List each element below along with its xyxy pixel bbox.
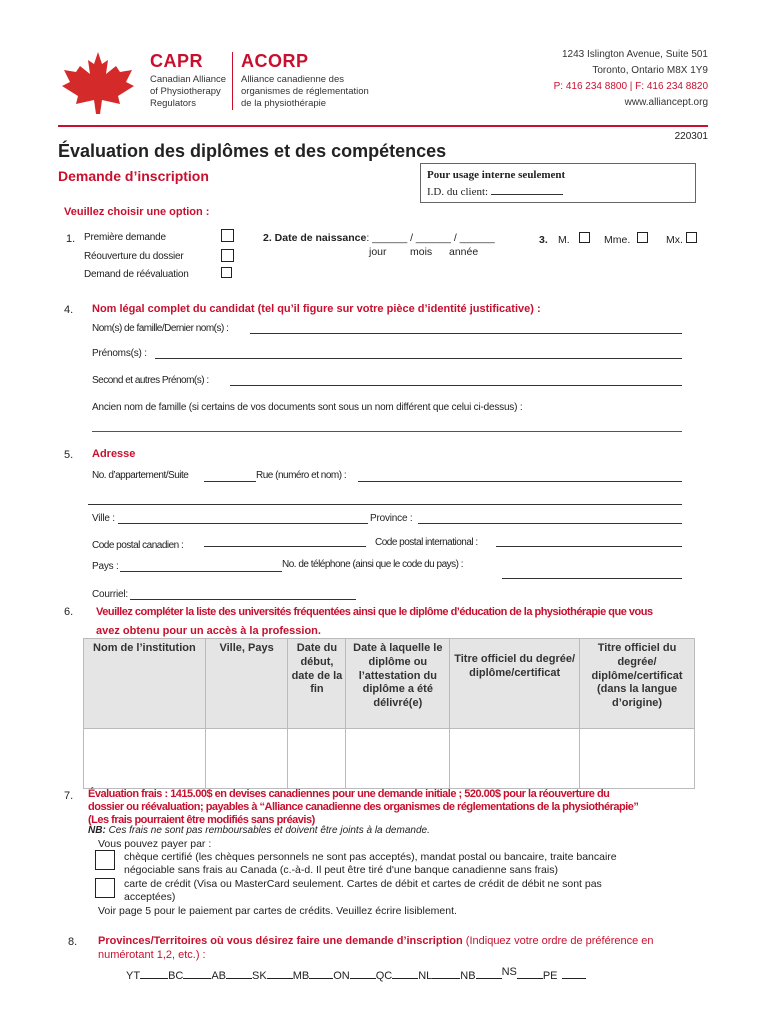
internal-use-title: Pour usage interne seulement	[427, 169, 566, 181]
s7-pay-label: Vous pouvez payer par :	[98, 838, 212, 850]
choose-option-label: Veuillez choisir une option :	[64, 206, 210, 218]
cell-dates[interactable]	[288, 729, 346, 789]
province-yt: YT	[126, 970, 168, 982]
s6-title-line-1: Veuillez compléter la liste des universités fréquentées ainsi que le diplôme d’éducation de la physiothérapie que vous	[96, 606, 653, 618]
s8-title: Provinces/Territoires où vous désirez faire une demande d’inscription (Indiquez votre ordre de préférence en	[98, 935, 654, 947]
cell-city-country[interactable]	[205, 729, 288, 789]
table-header-row	[84, 639, 695, 729]
second-name-field[interactable]	[230, 385, 682, 386]
given-name-field[interactable]	[155, 358, 682, 359]
s5-number: 5.	[64, 449, 74, 461]
website[interactable]: www.alliancept.org	[624, 97, 708, 108]
checkbox-reopen[interactable]	[221, 249, 234, 262]
checkbox-reevaluation[interactable]	[221, 267, 232, 278]
birthdate-month-label: mois	[410, 246, 433, 258]
option-first-application: Première demande	[84, 232, 166, 243]
maple-leaf-icon	[58, 50, 138, 116]
col-official-title-original: Titre officiel du degrée/ diplôme/certificat (dans la langue d’origine)	[580, 639, 695, 729]
cell-official-title-original[interactable]	[580, 729, 695, 789]
province-field[interactable]	[418, 523, 682, 524]
s1-number: 1.	[66, 233, 76, 245]
birthdate-year-label: année	[449, 246, 479, 258]
street-field[interactable]	[358, 481, 682, 482]
given-name-label: Prénoms(s) :	[92, 348, 147, 359]
checkbox-mx[interactable]	[686, 232, 697, 243]
second-name-label: Second et autres Prénom(s) :	[92, 375, 209, 386]
province-ab: AB	[211, 970, 252, 982]
address-line-1: 1243 Islington Avenue, Suite 501	[561, 49, 708, 60]
internal-use-box	[420, 163, 696, 203]
checkbox-m[interactable]	[579, 232, 590, 243]
s7-number: 7.	[64, 790, 74, 802]
option-reopen: Réouverture du dossier	[84, 251, 184, 262]
s3-number: 3.	[539, 234, 548, 246]
province-sk: SK	[252, 970, 293, 982]
page-subtitle: Demande d’inscription	[58, 168, 209, 184]
client-id-field[interactable]: I.D. du client:	[427, 184, 689, 201]
checkbox-first-application[interactable]	[221, 229, 234, 242]
checkbox-cheque[interactable]	[95, 850, 115, 870]
col-date-issued: Date à laquelle le diplôme ou l’attestation du diplôme a été délivré(e)	[346, 639, 450, 729]
surname-field[interactable]	[250, 333, 682, 334]
s5-title: Adresse	[92, 448, 136, 460]
s8-note-2: numérotant 1,2, etc.) :	[98, 949, 206, 961]
pay-option-cheque: chèque certifié (les chèques personnels ne sont pas acceptés), mandat postal ou bancaire, traite bancaire négociable sans frais au Canada (c.-à-d. Il peut être tiré d'une banque canadienne sans frais)	[124, 851, 617, 876]
email-label: Courriel:	[92, 589, 128, 600]
province-ns: NS	[501, 966, 517, 978]
postal-intl-field[interactable]	[496, 546, 682, 547]
cell-date-issued[interactable]	[346, 729, 450, 789]
province-preferences	[126, 966, 586, 982]
col-city-country: Ville, Pays	[205, 639, 288, 729]
cell-institution[interactable]	[84, 729, 206, 789]
birthdate-field[interactable]: 2. Date de naissance: ______ / ______ / ______	[263, 232, 495, 244]
s7-see-page: Voir page 5 pour le paiement par cartes de crédits. Veuillez écrire lisiblement.	[98, 905, 457, 917]
province-on: ON	[333, 970, 376, 982]
phone-fax: P: 416 234 8800 | F: 416 234 8820	[553, 81, 708, 92]
capr-subtitle: Canadian Alliance of Physiotherapy Regulators	[150, 74, 227, 109]
former-name-label: Ancien nom de famille (si certains de vos documents sont sous un nom différent que celui ci-dessus) :	[92, 402, 523, 413]
education-table	[83, 638, 695, 789]
s7-note: NB: Ces frais ne sont pas remboursables et doivent être joints à la demande.	[88, 825, 430, 836]
province-nb: NB	[460, 970, 501, 982]
header-rule	[58, 125, 708, 127]
city-field[interactable]	[118, 523, 368, 524]
country-field[interactable]	[120, 571, 282, 572]
postal-intl-label: Code postal international :	[375, 537, 478, 548]
postal-code-field[interactable]	[204, 546, 366, 547]
address-line-2: Toronto, Ontario M8X 1Y9	[592, 65, 708, 76]
capr-wordmark: CAPR	[150, 51, 204, 71]
acorp-subtitle: Alliance canadienne des organismes de réglementation de la physiothérapie	[241, 74, 369, 109]
email-field[interactable]	[130, 599, 356, 600]
province-label: Province :	[370, 513, 413, 524]
acorp-wordmark: ACORP	[241, 51, 309, 71]
phone-field[interactable]	[502, 578, 682, 579]
cell-official-title[interactable]	[450, 729, 580, 789]
contact-block	[554, 47, 708, 111]
checkbox-mme[interactable]	[637, 232, 648, 243]
s4-number: 4.	[64, 304, 74, 316]
street-label: Rue (numéro et nom) :	[256, 470, 347, 481]
postal-code-label: Code postal canadien :	[92, 540, 184, 551]
phone-label: No. de téléphone (ainsi que le code du pays) :	[282, 559, 464, 570]
col-official-title: Titre officiel du degrée/ diplôme/certificat	[450, 639, 580, 729]
option-reevaluation: Demand de réévaluation	[84, 269, 189, 280]
s6-number: 6.	[64, 606, 74, 618]
table-row[interactable]	[84, 729, 695, 789]
apartment-label: No. d’appartement/Suite	[92, 470, 189, 481]
col-institution: Nom de l’institution	[84, 639, 206, 729]
province-mb: MB	[293, 970, 334, 982]
s8-number: 8.	[68, 936, 78, 948]
checkbox-credit-card[interactable]	[95, 878, 115, 898]
form-code: 220301	[674, 131, 708, 142]
s7-fees: Évaluation frais : 1415.00$ en devises canadiennes pour une demande initiale ; 520.00$ pour la réouverture du dossier ou réévaluation; payables à “Alliance canadienne des organismes de réglementations de la physiothérapie” (Les frais pourraient être modifiés sans préavis)	[88, 788, 639, 826]
birthdate-day-label: jour	[369, 246, 387, 258]
title-mme-label: Mme.	[604, 234, 631, 246]
city-label: Ville :	[92, 513, 115, 524]
page-title: Évaluation des diplômes et des compétences	[58, 141, 447, 161]
province-pe: PE	[543, 970, 586, 982]
s4-title: Nom légal complet du candidat (tel qu’il figure sur votre pièce d’identité justificative) :	[92, 303, 541, 315]
logo-divider	[232, 52, 233, 110]
country-label: Pays :	[92, 561, 119, 572]
street-field-line-2[interactable]	[88, 504, 682, 505]
province-bc: BC	[168, 970, 211, 982]
title-mx-label: Mx.	[666, 234, 683, 246]
title-m-label: M.	[558, 234, 570, 246]
surname-label: Nom(s) de famille/Dernier nom(s) :	[92, 323, 229, 334]
col-dates: Date du début, date de la fin	[288, 639, 346, 729]
province-nl: NL	[418, 970, 460, 982]
pay-option-credit-card: carte de crédit (Visa ou MasterCard seulement. Cartes de débit et cartes de crédit de débit ne sont pas acceptées)	[124, 878, 602, 903]
apartment-field[interactable]	[204, 481, 256, 482]
s6-title-line-2: avez obtenu pour un accès à la profession.	[96, 625, 321, 637]
former-name-field[interactable]	[92, 431, 682, 432]
province-qc: QC	[376, 970, 419, 982]
